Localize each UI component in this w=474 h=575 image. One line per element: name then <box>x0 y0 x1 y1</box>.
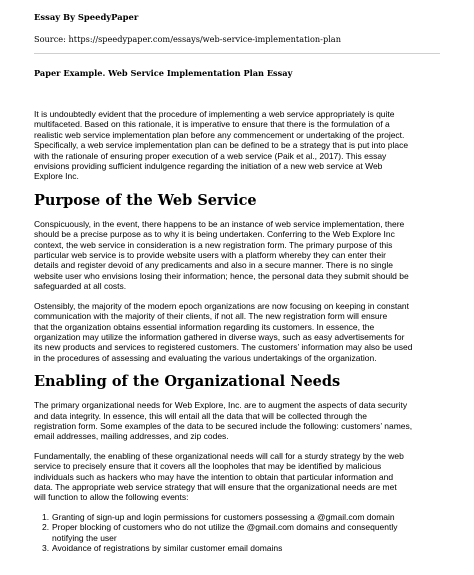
text-line: Specifically, a web service implementation plan can be defined to be a strategy that is put into place <box>34 140 409 151</box>
text-line: that the organization obtains essential information regarding its customers. In essence, the <box>34 321 375 332</box>
text-line: email addresses, mailing addresses, and zip codes. <box>34 431 229 442</box>
list-item <box>34 522 440 543</box>
text-line: data. The appropriate web service strategy that will ensure that the organizational needs are met <box>34 481 397 492</box>
list-item <box>34 543 440 553</box>
section-heading-enabling: Enabling of the Organizational Needs <box>34 373 341 391</box>
text-line: context, the web service in consideration is a new registration form. The primary purpose of this <box>34 239 393 250</box>
text-line: Proper blocking of customers who do not utilize the @gmail.com domains and consequently <box>52 522 398 533</box>
text-line: Explore Inc. <box>34 171 79 182</box>
list-number: 1. <box>42 511 50 522</box>
enabling-paragraph-2 <box>34 451 440 503</box>
text-line: safeguarded at all costs. <box>34 281 127 292</box>
text-line: Granting of sign-up and login permissions for customers possessing a @gmail.com domain <box>52 511 395 522</box>
purpose-paragraph-1 <box>34 219 440 292</box>
text-line: with the rationale of ensuring proper execution of a web service (Paik et al., 2017). This essay <box>34 150 387 161</box>
list-number: 2. <box>42 522 50 533</box>
text-line: particular web service is to provide website users with a platform whereby they can enter their <box>34 250 386 261</box>
section-heading-purpose: Purpose of the Web Service <box>34 191 257 209</box>
text-line: individuals such as hackers who may have the intention to obtain that particular information and <box>34 471 394 482</box>
text-line: will function to allow the following events: <box>34 492 189 503</box>
text-line: communication with the majority of their clients, if not all. The new registration form will ensure <box>34 311 388 322</box>
purpose-paragraph-2 <box>34 301 440 363</box>
text-line: The primary organizational needs for Web Explore, Inc. are to augment the aspects of data security <box>34 400 408 411</box>
text-line: in the procedures of assessing and evaluating the various undertakings of the organization. <box>34 352 377 363</box>
text-line: Avoidance of registrations by similar customer email domains <box>52 543 283 553</box>
text-line: Ostensibly, the majority of the modern epoch organizations are now focusing on keeping in constant <box>34 300 410 311</box>
text-line: website user who envisions losing their information; hence, the personal data they submit should be <box>34 270 409 281</box>
text-line: envisions providing sufficient indulgence regarding the initiation of a new web service at Web <box>34 161 383 172</box>
text-line: and data integrity. In essence, this will entail all the data that will be collected through the <box>34 410 367 421</box>
text-line: its new products and services to registered customers. The customers’ information may also be used <box>34 342 413 353</box>
text-line: service to precisely ensure that it covers all the loopholes that may be identified by malicious <box>34 461 382 472</box>
header-divider <box>34 53 440 54</box>
site-title: Essay By SpeedyPaper <box>34 12 139 22</box>
text-line: should be a precise purpose as to why it is being undertaken. Conferring to the Web Explore Inc <box>34 229 395 240</box>
source-line: Source: https://speedypaper.com/essays/web-service-implementation-plan <box>34 34 341 44</box>
text-line: multifaceted. Based on this rationale, it is imperative to ensure that there is the formulation of a <box>34 119 390 130</box>
text-line: organization may utilize the information gathered in diverse ways, such as easy advertisements for <box>34 331 405 342</box>
paper-title: Paper Example. Web Service Implementation Plan Essay <box>34 68 293 78</box>
list-item <box>34 512 440 522</box>
list-number: 3. <box>42 543 50 553</box>
text-line: Conspicuously, in the event, there happens to be an instance of web service implementation, there <box>34 218 405 229</box>
text-line: registration form. Some examples of the data to be secured include the following: customers’ names, <box>34 420 413 431</box>
text-line: Fundamentally, the enabling of these organizational needs will call for a sturdy strategy by the web <box>34 450 404 461</box>
text-line: It is undoubtedly evident that the procedure of implementing a web service appropriately is quite <box>34 109 395 119</box>
events-list <box>34 512 440 554</box>
text-line: realistic web service implementation plan before any commencement or undertaking of the project. <box>34 129 405 140</box>
text-line: notifying the user <box>52 532 117 543</box>
text-line: details and register devoid of any predicaments and also in a secure manner. There is no single <box>34 260 393 271</box>
enabling-paragraph-1 <box>34 400 440 442</box>
intro-paragraph <box>34 109 440 182</box>
